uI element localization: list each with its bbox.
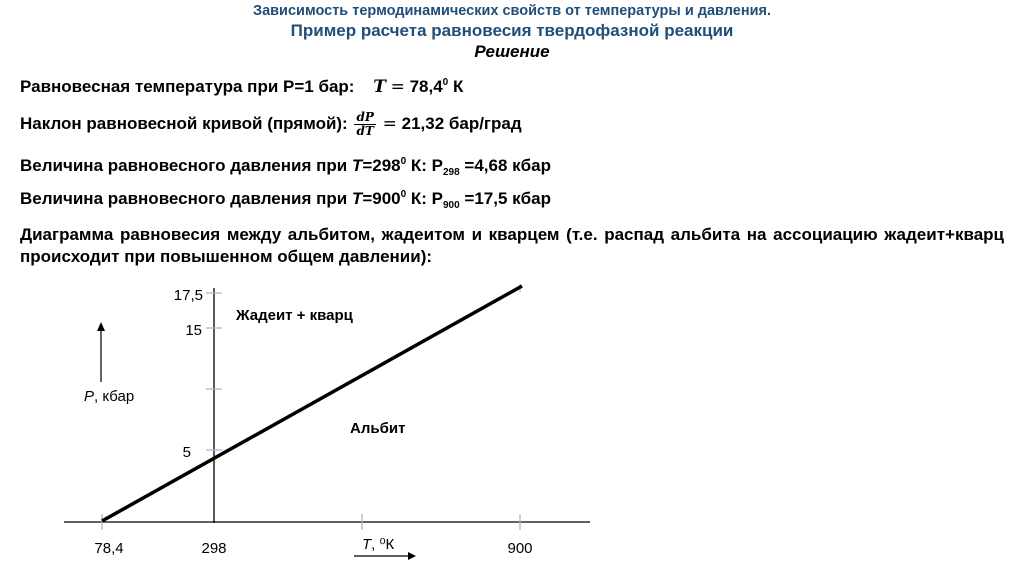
l4-temp: =900	[362, 189, 401, 208]
l4-mid: К: P	[406, 189, 443, 208]
arrow-right-icon	[408, 552, 416, 560]
l4-subscript: 900	[443, 200, 460, 211]
y-tick-label-5: 5	[182, 444, 191, 461]
l2-value: 21,32 бар/град	[401, 113, 522, 133]
l1-degree: 0	[442, 77, 449, 88]
l3-degree: 0	[400, 156, 407, 167]
l4-label: Величина равновесного давления при	[20, 189, 352, 208]
x-tick-label-298: 298	[201, 540, 227, 557]
x-tick-label-78-4: 78,4	[94, 540, 124, 557]
l1-value: 78,4	[409, 77, 443, 96]
x-label-symbol: T	[362, 536, 372, 553]
l2-label: Наклон равновесной кривой (прямой):	[20, 113, 348, 133]
l1-label: Равновесная температура при P=1 бар:	[20, 77, 355, 96]
fraction-denominator: dT	[356, 124, 374, 138]
l3-subscript: 298	[443, 167, 460, 178]
l2-equals: =	[382, 113, 397, 134]
l1-symbol: T	[373, 77, 386, 97]
x-tick-label-900: 900	[507, 540, 533, 557]
y-tick-label-17-5: 17,5	[173, 287, 203, 304]
l1-unit: К	[452, 77, 464, 96]
x-label-unit: , ⁰К	[371, 536, 395, 553]
diagram-description: Диаграмма равновесия между альбитом, жадеитом и кварцем (т.е. распад альбита на ассоциацию жадеит+кварц происходит при повышенном общем давлении):	[20, 225, 1004, 266]
l3-T: T	[351, 156, 363, 175]
l1-equals: =	[390, 77, 405, 97]
y-axis-label	[84, 388, 134, 405]
header-solution: Решение	[474, 42, 550, 61]
region-albite: Альбит	[350, 420, 406, 437]
l4-T: T	[351, 189, 363, 208]
header-subtitle: Пример расчета равновесия твердофазной реакции	[290, 21, 734, 40]
l3-mid: К: P	[406, 156, 443, 175]
arrow-up-icon	[97, 322, 105, 331]
l3-label: Величина равновесного давления при	[20, 156, 352, 175]
l3-temp: =298	[362, 156, 401, 175]
y-tick-label-15: 15	[185, 322, 202, 339]
y-label-symbol: P	[84, 388, 95, 405]
x-axis-label	[362, 536, 395, 553]
l4-value: =17,5 кбар	[459, 189, 551, 208]
region-jadeite-quartz: Жадеит + кварц	[236, 307, 353, 324]
y-label-unit: , кбар	[94, 388, 135, 405]
l3-value: =4,68 кбар	[459, 156, 551, 175]
header-title: Зависимость термодинамических свойств от температуры и давления.	[252, 3, 771, 19]
fraction-numerator: dP	[356, 110, 374, 124]
l4-degree: 0	[400, 189, 407, 200]
